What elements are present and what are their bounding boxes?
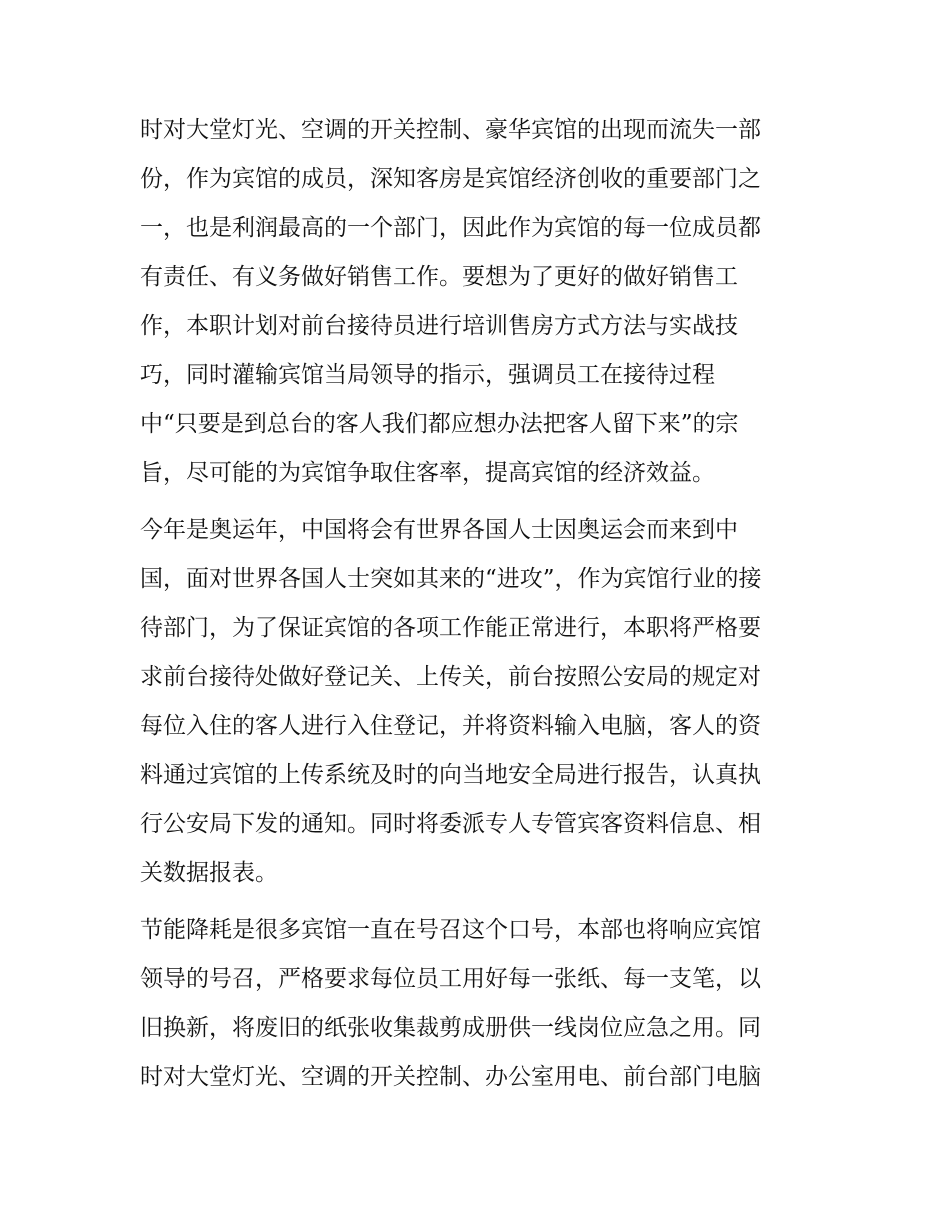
text-line-1: 时对大堂灯光、空调的开关控制、豪华宾馆的出现而流失一部 bbox=[140, 117, 761, 143]
text-line-19: 旧换新，将废旧的纸张收集裁剪成册供一线岗位应急之用。同 bbox=[140, 1015, 761, 1041]
text-line-16: 关数据报表。 bbox=[140, 860, 278, 886]
text-line-11: 待部门，为了保证宾馆的各项工作能正常进行，本职将严格要 bbox=[140, 615, 761, 641]
text-line-18: 领导的号召，严格要求每位员工用好每一张纸、每一支笔，以 bbox=[140, 966, 761, 992]
text-line-20: 时对大堂灯光、空调的开关控制、办公室用电、前台部门电脑 bbox=[140, 1064, 761, 1090]
text-line-3: 一，也是利润最高的一个部门，因此作为宾馆的每一位成员都 bbox=[140, 215, 761, 241]
text-line-8: 旨，尽可能的为宾馆争取住客率，提高宾馆的经济效益。 bbox=[140, 460, 715, 486]
text-line-10: 国，面对世界各国人士突如其来的“进攻”，作为宾馆行业的接 bbox=[140, 566, 762, 592]
text-line-15: 行公安局下发的通知。同时将委派专人专管宾客资料信息、相 bbox=[140, 811, 761, 837]
text-line-5: 作，本职计划对前台接待员进行培训售房方式方法与实战技 bbox=[140, 313, 738, 339]
text-line-14: 料通过宾馆的上传系统及时的向当地安全局进行报告，认真执 bbox=[140, 762, 761, 788]
text-line-12: 求前台接待处做好登记关、上传关，前台按照公安局的规定对 bbox=[140, 664, 761, 690]
text-line-7: 中“只要是到总台的客人我们都应想办法把客人留下来”的宗 bbox=[140, 411, 739, 437]
text-line-9: 今年是奥运年，中国将会有世界各国人士因奥运会而来到中 bbox=[140, 517, 738, 543]
text-line-6: 巧，同时灌输宾馆当局领导的指示，强调员工在接待过程 bbox=[140, 362, 715, 388]
text-line-4: 有责任、有义务做好销售工作。要想为了更好的做好销售工 bbox=[140, 264, 738, 290]
text-line-2: 份，作为宾馆的成员，深知客房是宾馆经济创收的重要部门之 bbox=[140, 166, 761, 192]
text-line-17: 节能降耗是很多宾馆一直在号召这个口号，本部也将响应宾馆 bbox=[140, 917, 761, 943]
text-line-13: 每位入住的客人进行入住登记，并将资料输入电脑，客人的资 bbox=[140, 713, 761, 739]
